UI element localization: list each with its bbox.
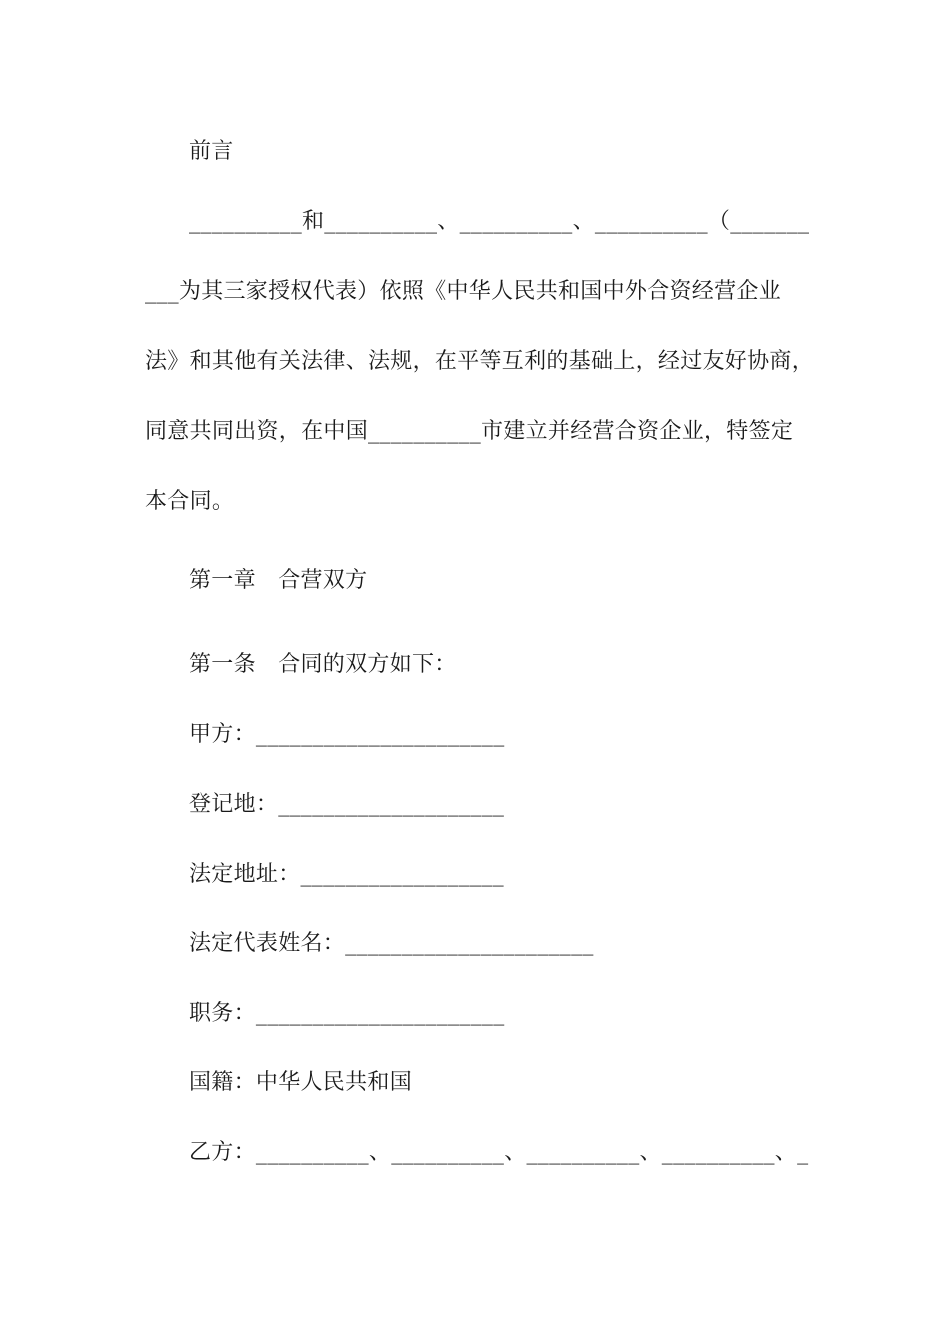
preface-line-3: 法》和其他有关法律、法规，在平等互利的基础上，经过友好协商， xyxy=(145,349,815,374)
preface-line-1: __________和__________、__________、__________（_______ xyxy=(189,209,810,234)
nationality-field: 国籍：中华人民共和国 xyxy=(189,1070,413,1095)
preface-line-5: 本合同。 xyxy=(145,489,235,514)
registration-place-field: 登记地：____________________ xyxy=(189,792,505,817)
article-1-heading: 第一条 合同的双方如下： xyxy=(189,652,457,677)
legal-representative-name-field: 法定代表姓名：______________________ xyxy=(189,931,594,956)
chapter-1-heading: 第一章 合营双方 xyxy=(189,568,368,593)
party-a-field: 甲方：______________________ xyxy=(189,722,505,747)
preface-line-4: 同意共同出资，在中国__________市建立并经营合资企业，特签定 xyxy=(145,419,794,444)
party-b-field: 乙方：__________、__________、__________、__________、_ xyxy=(189,1140,809,1165)
preface-line-2: ___为其三家授权代表）依照《中华人民共和国中外合资经营企业 xyxy=(145,279,782,304)
legal-address-field: 法定地址：__________________ xyxy=(189,862,504,887)
position-field: 职务：______________________ xyxy=(189,1001,505,1026)
preface-heading: 前言 xyxy=(189,139,234,164)
